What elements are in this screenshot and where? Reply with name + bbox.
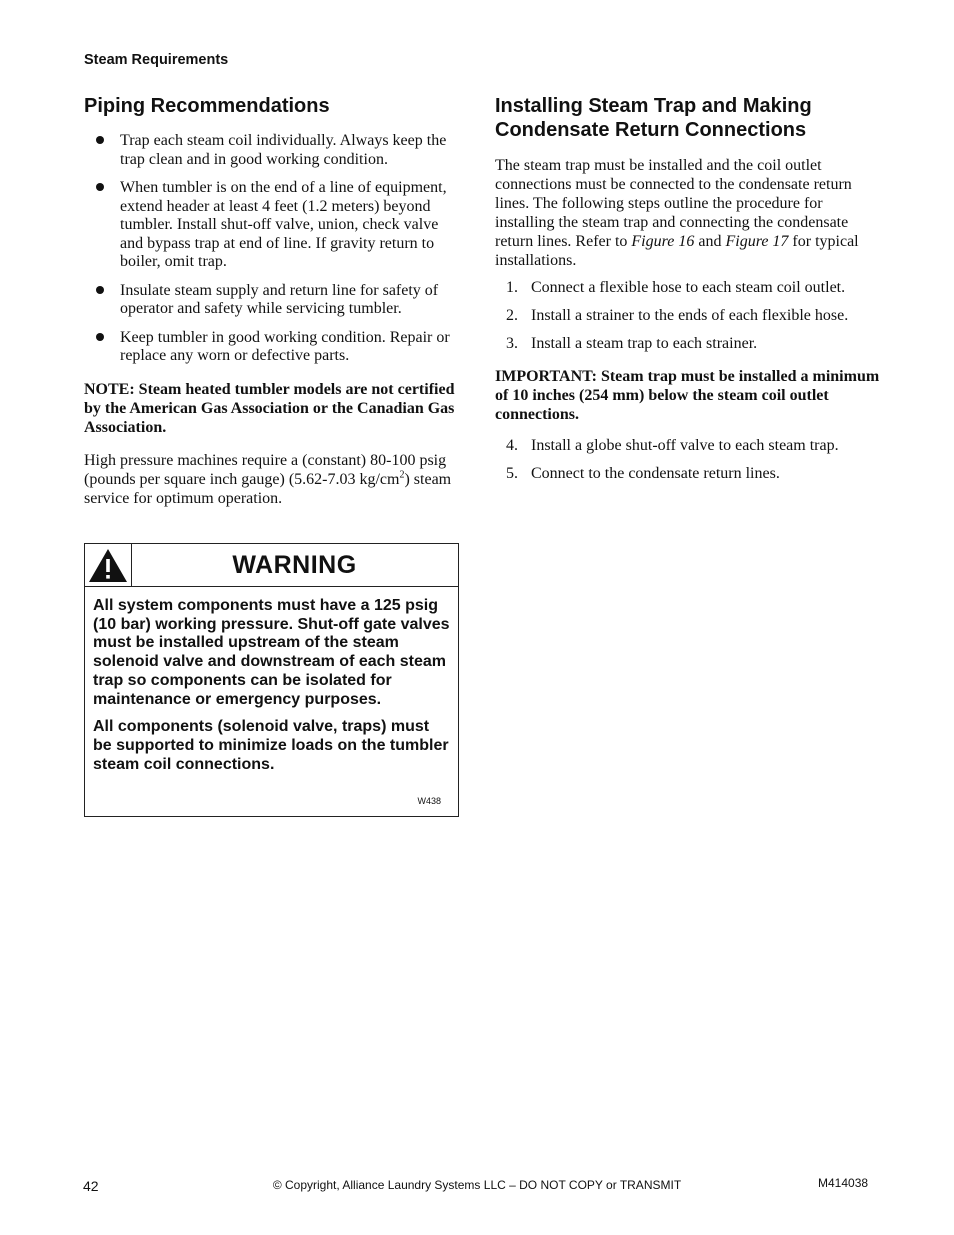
steam-trap-title: Installing Steam Trap and Making Condensate Return Connections xyxy=(495,95,812,141)
document-number: M414038 xyxy=(818,1176,869,1190)
page-number: 42 xyxy=(83,1178,99,1194)
list-item: 3. Install a steam trap to each strainer. xyxy=(506,335,758,352)
left-column xyxy=(84,94,460,508)
page-footer xyxy=(0,1176,954,1196)
bullet-icon xyxy=(96,286,104,294)
bullet-icon xyxy=(96,333,104,341)
list-item: 5. Connect to the condensate return lines. xyxy=(506,465,780,482)
steps-list-b xyxy=(495,436,880,483)
intro-paragraph: The steam trap must be installed and the coil outlet connections must be connected to the condensate return lines. The following steps outline the procedure for installing the steam trap and connecting the condensate return lines. Refer to Figure 16 and Figure 17 for typical installations. xyxy=(495,157,859,269)
list-item: Trap each steam coil individually. Always keep the trap clean and in good working condition. xyxy=(84,132,460,169)
list-item: 1. Connect a flexible hose to each steam coil outlet. xyxy=(506,279,846,296)
important-note: IMPORTANT: Steam trap must be installed a minimum of 10 inches (254 mm) below the steam coil outlet connections. xyxy=(495,368,880,423)
right-column xyxy=(495,94,880,492)
warning-triangle-icon xyxy=(85,544,131,586)
warning-box xyxy=(84,543,459,817)
piping-bullet-list xyxy=(84,132,460,366)
pressure-paragraph: High pressure machines require a (constant) 80-100 psig (pounds per square inch gauge) (5.62-7.03 $kg/cm^2$) steam service for optimum operation. xyxy=(84,451,452,507)
list-item: 4. Install a globe shut-off valve to each steam trap. xyxy=(506,437,839,454)
copyright-notice: © Copyright, Alliance Laundry Systems LLC – DO NOT COPY or TRANSMIT xyxy=(272,1178,682,1192)
steps-list-a xyxy=(495,278,880,353)
warning-paragraph: All components (solenoid valve, traps) must be supported to minimize loads on the tumbler steam coil connections. xyxy=(93,718,449,773)
warning-title: WARNING xyxy=(232,551,357,579)
warning-code: W438 xyxy=(417,796,441,806)
bullet-icon xyxy=(96,136,104,144)
piping-title: Piping Recommendations xyxy=(84,95,330,117)
section-header: Steam Requirements xyxy=(84,52,229,68)
list-item: Keep tumbler in good working condition. Repair or replace any worn or defective parts. xyxy=(84,329,460,366)
bullet-icon xyxy=(96,183,104,191)
list-item: Insulate steam supply and return line for safety of operator and safety while servicing tumbler. xyxy=(84,282,460,319)
list-item: When tumbler is on the end of a line of equipment, extend header at least 4 feet (1.2 meters) beyond tumbler. Install shut-off valve, union, check valve and bypass trap at end of line. If gravity return to boiler, omit trap. xyxy=(84,179,460,272)
figure-17-reference: Figure 17 xyxy=(725,233,789,250)
figure-16-reference: Figure 16 xyxy=(631,233,695,250)
warning-icon-cell xyxy=(85,544,132,586)
certification-note: NOTE: Steam heated tumbler models are not certified by the American Gas Association or the Canadian Gas Association. xyxy=(84,380,455,436)
warning-header xyxy=(85,544,458,587)
list-item: 2. Install a strainer to the ends of each flexible hose. xyxy=(506,307,849,324)
warning-paragraph: All system components must have a 125 psig (10 bar) working pressure. Shut-off gate valves must be installed upstream of the steam solenoid valve and downstream of each steam trap so components can be isolated for maintenance or emergency purposes. xyxy=(93,597,450,708)
warning-body xyxy=(85,587,458,774)
